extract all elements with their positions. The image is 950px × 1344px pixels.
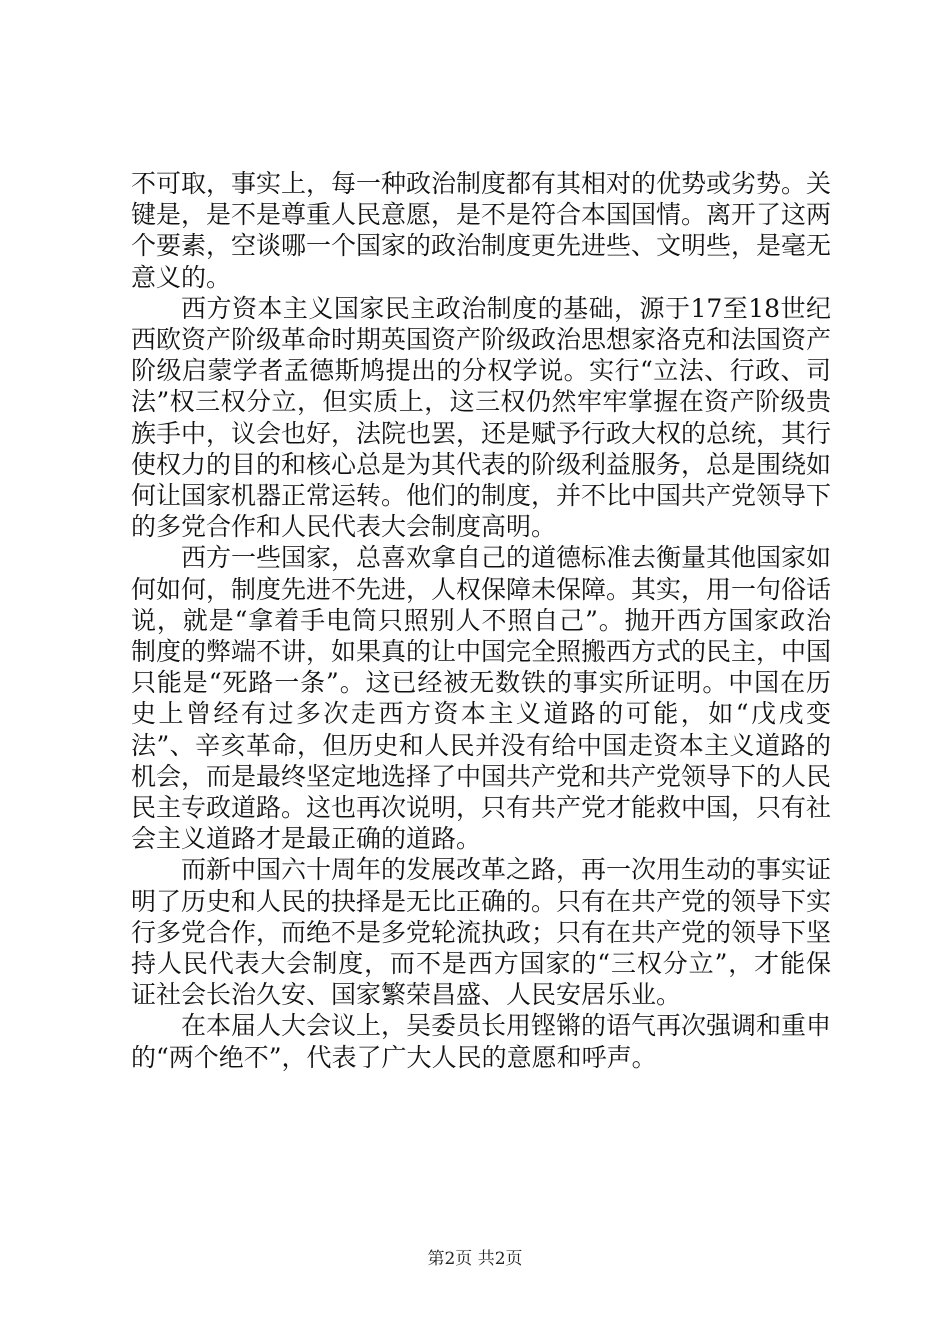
paragraph-sixty-years: 而新中国六十周年的发展改革之路，再一次用生动的事实证明了历史和人民的抉择是无比正确的。只有在共产党的领导下实行多党合作，而绝不是多党轮流执政；只有在共产党的领导下坚持人民代表大会制度，而不是西方国家的“三权分立”，才能保证社会长治久安、国家繁荣昌盛、人民安居乐业。 <box>131 855 832 1010</box>
paragraph-separation-of-powers: 西方资本主义国家民主政治制度的基础，源于17至18世纪西欧资产阶级革命时期英国资产阶级政治思想家洛克和法国资产阶级启蒙学者孟德斯鸠提出的分权学说。实行“立法、行政、司法”权三权分立，但实质上，这三权仍然牢牢掌握在资产阶级贵族手中，议会也好，法院也罢，还是赋予行政大权的总统，其行使权力的目的和核心总是为其代表的阶级利益服务，总是围绕如何让国家机器正常运转。他们的制度，并不比中国共产党领导下的多党合作和人民代表大会制度高明。 <box>131 293 832 542</box>
paragraph-western-standards: 西方一些国家，总喜欢拿自己的道德标准去衡量其他国家如何如何，制度先进不先进，人权保障未保障。其实，用一句俗话说，就是“拿着手电筒只照别人不照自己”。抛开西方国家政治制度的弊端不讲，如果真的让中国完全照搬西方式的民主，中国只能是“死路一条”。这已经被无数铁的事实所证明。中国在历史上曾经有过多次走西方资本主义道路的可能，如“戊戌变法”、辛亥革命，但历史和人民并没有给中国走资本主义道路的机会，而是最终坚定地选择了中国共产党和共产党领导下的人民民主专政道路。这也再次说明，只有共产党才能救中国，只有社会主义道路才是最正确的道路。 <box>131 543 832 854</box>
paragraph-two-nevers: 在本届人大会议上，吴委员长用铿锵的语气再次强调和重申的“两个绝不”，代表了广大人民的意愿和呼声。 <box>131 1011 832 1072</box>
page-footer: 第2页 共2页 <box>427 1249 523 1269</box>
paragraph-continuation: 不可取，事实上，每一种政治制度都有其相对的优势或劣势。关键是，是不是尊重人民意愿，是不是符合本国国情。离开了这两个要素，空谈哪一个国家的政治制度更先进些、文明些，是毫无意义的。 <box>131 169 832 292</box>
document-body <box>131 168 831 1073</box>
